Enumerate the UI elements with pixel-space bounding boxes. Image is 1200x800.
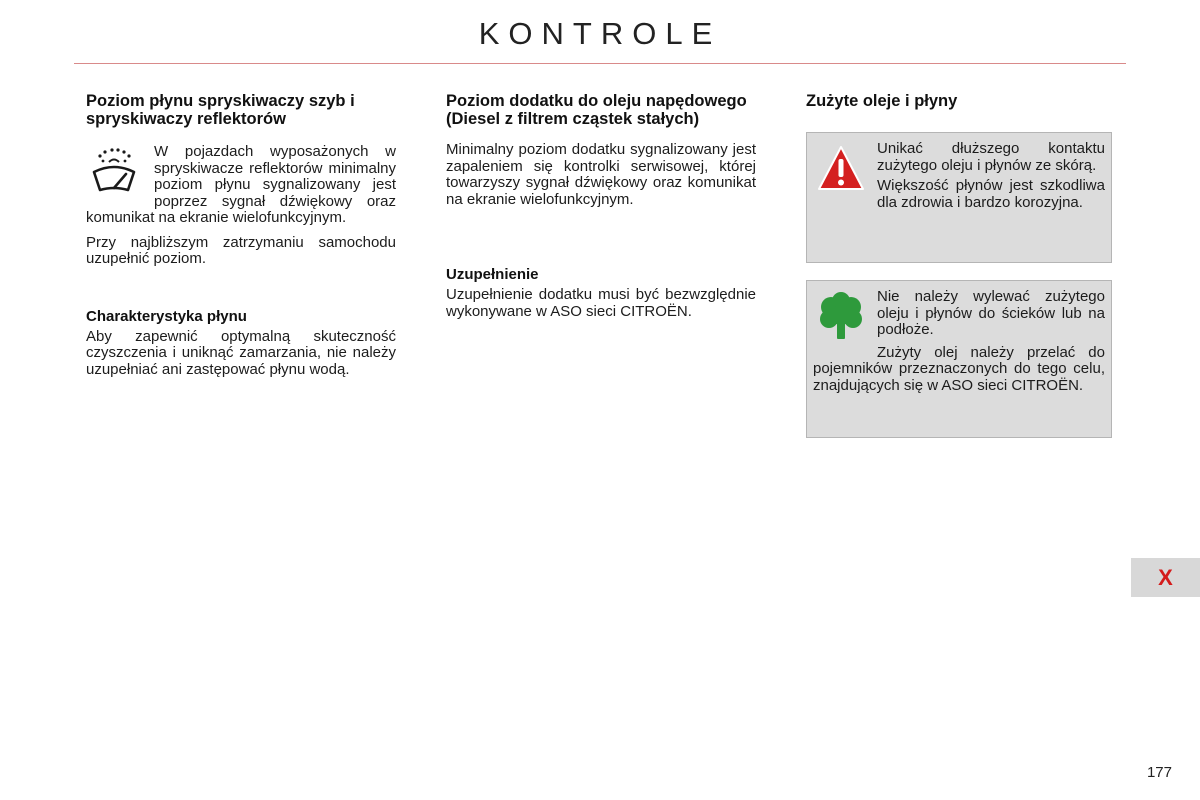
fluid-spec-subheading: Charakterystyka płynu	[86, 307, 247, 325]
used-oils-section	[806, 92, 1116, 110]
diesel-additive-section	[446, 92, 756, 320]
warning-box	[806, 132, 1112, 263]
warning-icon	[815, 143, 867, 195]
warning-text-2: Większość płynów jest szkodliwa dla zdrowia i bardzo korozyjna.	[877, 177, 1105, 211]
washer-fluid-heading: Poziom płynu spryskiwaczy szyb i spryskiwaczy reflektorów	[86, 92, 355, 128]
refill-subheading: Uzupełnienie	[446, 266, 539, 283]
washer-fluid-intro	[86, 144, 396, 227]
refill-paragraph: Uzupełnienie dodatku musi być bezwzględnie wykonywane w ASO sieci CITROËN.	[446, 286, 756, 320]
warning-text-1: Unikać dłuższego kontaktu zużytego oleju i płynów ze skórą.	[877, 140, 1105, 174]
environment-box	[806, 280, 1112, 438]
page-number: 177	[1146, 764, 1172, 781]
title-divider	[74, 63, 1126, 64]
washer-fluid-paragraph-1: W pojazdach wyposażonych w spryskiwacze reflektorów minimalny poziom płynu sygnalizowany jest poprzez sygnał dźwiękowy oraz komunikat na ekranie wielofunkcyjnym.	[86, 143, 396, 226]
washer-fluid-paragraph-2: Przy najbliższym zatrzymaniu samochodu uzupełnić poziom.	[86, 233, 396, 267]
diesel-additive-heading: Poziom dodatku do oleju napędowego (Diesel z filtrem cząstek stałych)	[446, 92, 747, 128]
page-title: KONTROLE	[478, 16, 722, 51]
section-tab-x[interactable]: X	[1131, 558, 1200, 597]
tree-icon	[815, 291, 867, 343]
washer-fluid-section	[86, 92, 396, 378]
diesel-additive-paragraph-1: Minimalny poziom dodatku sygnalizowany jest zapaleniem się kontrolki serwisowej, której towarzyszy sygnał dźwiękowy oraz komunikat na ekranie wielofunkcyjnym.	[446, 141, 756, 208]
used-oils-heading: Zużyte oleje i płyny	[806, 92, 958, 110]
fluid-spec-paragraph: Aby zapewnić optymalną skuteczność czyszczenia i uniknąć zamarzania, nie należy uzupełniać ani zastępować płynu wodą.	[86, 327, 396, 378]
environment-text-2: Zużyty olej należy przelać do pojemników przeznaczonych do tego celu, znajdujących się w ASO sieci CITROËN.	[813, 343, 1105, 394]
environment-text-1: Nie należy wylewać zużytego oleju i płynów do ścieków lub na podłoże.	[877, 288, 1105, 338]
windshield-washer-icon	[86, 144, 142, 200]
